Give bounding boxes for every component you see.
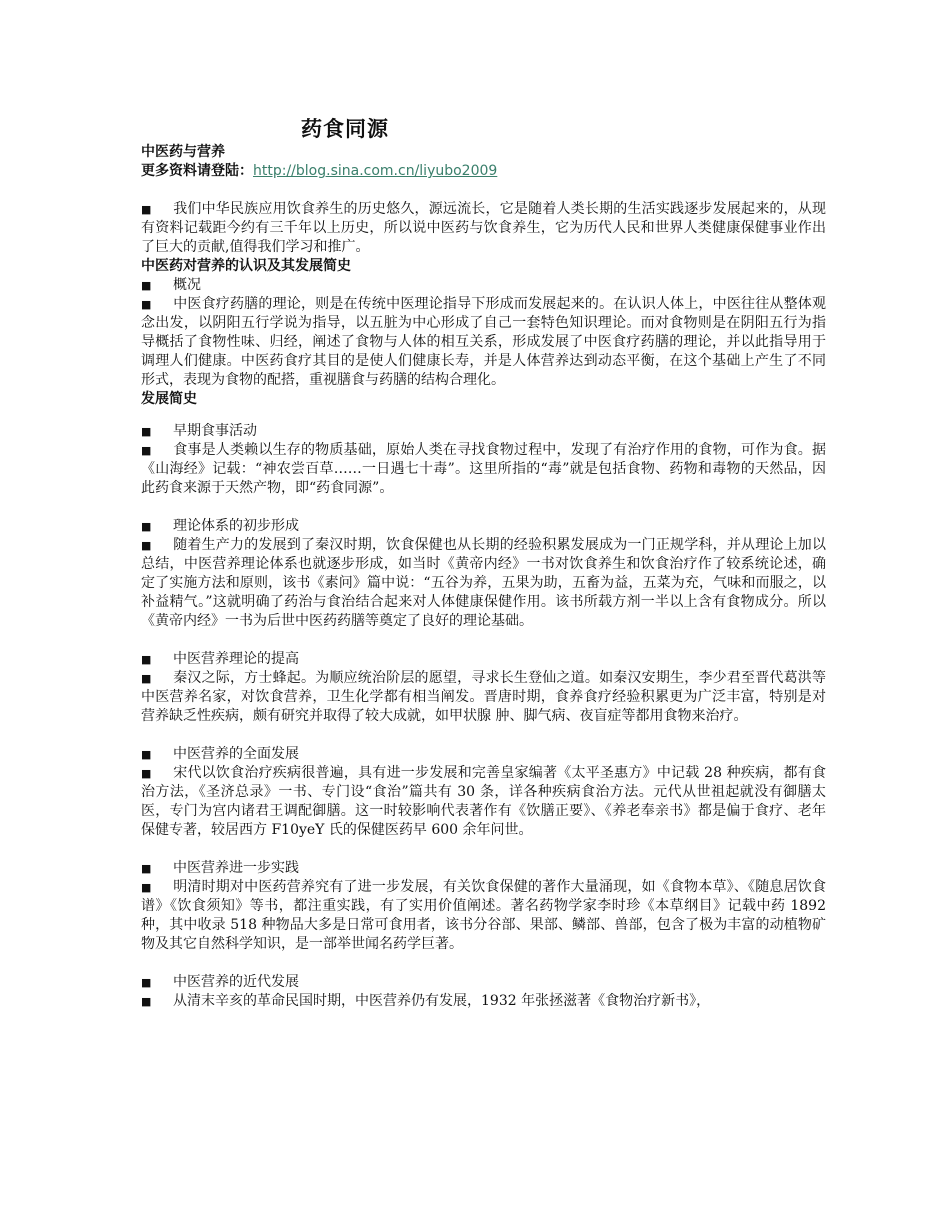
stage-heading xyxy=(141,422,826,441)
stage-text: 随着生产力的发展到了秦汉时期，饮食保健也从长期的经验积累发展成为一门正规学科，并从理论上加以总结，中医营养理论体系也就逐步形成，如当时《黄帝内经》一书对饮食养生和饮食治疗作了较系统论述，确定了实施方法和原则，该书《素问》篇中说：“五谷为养，五果为助，五畜为益，五菜为充，气味和而服之，以补益精气。”这就明确了药治与食治结合起来对人体健康保健作用。该书所载方剂一半以上含有食物成分。所以《黄帝内经》一书为后世中医药药膳等奠定了良好的理论基础。 xyxy=(141,537,826,629)
stage-heading xyxy=(141,517,826,536)
stage-heading xyxy=(141,650,826,669)
stage-heading xyxy=(141,745,826,764)
stage-text: 明清时期对中医药营养究有了进一步发展，有关饮食保健的著作大量涌现，如《食物本草》、《随息居饮食谱》《饮食须知》等书，都注重实践，有了实用价值阐述。著名药物学家李时珍《本草纲目》记载中药 1892 种，其中收录 518 种物品大多是日常可食用者，该书分谷部、果部、鳞部、兽部，包含了极为丰富的动植物矿物及其它自然科学知识，是一部举世闻名药学巨著。 xyxy=(141,879,826,952)
stage-text: 从清末辛亥的革命民国时期，中医营养仍有发展，1932 年张拯滋著《食物治疗新书》， xyxy=(173,993,711,1009)
stage-title: 中医营养的全面发展 xyxy=(173,746,299,762)
bullet-icon: ■ xyxy=(141,767,152,780)
stage-title: 中医营养进一步实践 xyxy=(173,860,299,876)
bullet-icon: ■ xyxy=(141,520,152,533)
stage-text: 秦汉之际，方士蜂起。为顺应统治阶层的愿望，寻求长生登仙之道。如秦汉安期生，李少君至晋代葛洪等中医营养名家，对饮食营养，卫生化学都有相当阐发。晋唐时期，食养食疗经验积累更为广泛丰富，特别是对营养缺乏性疾病，颇有研究并取得了较大成就，如甲状腺 肿、脚气病、夜盲症等都用食物来治疗。 xyxy=(141,670,826,724)
bullet-icon: ■ xyxy=(141,444,152,457)
section-heading-history: 中医药对营养的认识及其发展简史 xyxy=(141,258,351,274)
stage-title: 理论体系的初步形成 xyxy=(173,518,299,534)
stage-heading xyxy=(141,973,826,992)
overview-text: 中医食疗药膳的理论，则是在传统中医理论指导下形成而发展起来的。在认识人体上，中医往往从整体观念出发，以阴阳五行学说为指导，以五脏为中心形成了自己一套特色知识理论。而对食物则是在阴阳五行为指导概括了食物性味、归经，阐述了食物与人体的相互关系，形成发展了中医食疗药膳的理论，并以此指导用于调理人们健康。中医药食疗其目的是使人们健康长寿，并是人体营养达到动态平衡，在这个基础上产生了不同形式，表现为食物的配搭，重视膳食与药膳的结构合理化。 xyxy=(141,296,826,388)
bullet-icon: ■ xyxy=(141,425,152,438)
stage-title: 早期食事活动 xyxy=(173,423,257,439)
stage-heading xyxy=(141,859,826,878)
subtitle: 中医药与营养 xyxy=(141,144,225,160)
intro-paragraph xyxy=(141,200,826,257)
bullet-icon: ■ xyxy=(141,995,152,1008)
bullet-icon: ■ xyxy=(141,976,152,989)
stage-paragraph xyxy=(141,878,826,954)
stage-paragraph xyxy=(141,536,826,631)
intro-text: 我们中华民族应用饮食养生的历史悠久，源远流长，它是随着人类长期的生活实践逐步发展起来的，从现有资料记载距今约有三千年以上历史，所以说中医药与饮食养生，它为历代人民和世界人类健康保健事业作出了巨大的贡献,值得我们学习和推广。 xyxy=(141,201,826,255)
bullet-icon: ■ xyxy=(141,881,152,894)
bullet-icon: ■ xyxy=(141,279,152,292)
overview-label: 概况 xyxy=(173,277,201,293)
overview-paragraph xyxy=(141,295,826,390)
bullet-icon: ■ xyxy=(141,539,152,552)
overview-heading xyxy=(141,276,826,295)
stage-text: 宋代以饮食治疗疾病很普遍，具有进一步发展和完善皇家编著《太平圣惠方》中记载 28 种疾病，都有食治方法，《圣济总录》一书、专门设“食治”篇共有 30 条，详各种疾病食治方法。元代从世祖起就没有御膳太医，专门为宫内诸君王调配御膳。这一时较影响代表著作有《饮膳正要》、《养老奉亲书》都是偏于食疗、老年保健专著，较居西方 F10yeY 氏的保健医药早 600 余年问世。 xyxy=(141,765,826,838)
bullet-icon: ■ xyxy=(141,862,152,875)
stage-title: 中医营养理论的提高 xyxy=(173,651,299,667)
bullet-icon: ■ xyxy=(141,672,152,685)
stage-text: 食事是人类赖以生存的物质基础，原始人类在寻找食物过程中，发现了有治疗作用的食物，可作为食。据《山海经》记载：“神农尝百草……一日遇七十毒”。这里所指的“毒”就是包括食物、药物和毒物的天然品，因此药食来源于天然产物，即“药食同源”。 xyxy=(141,442,826,496)
more-info-line xyxy=(141,162,826,181)
document-body xyxy=(141,143,826,1011)
more-info-label: 更多资料请登陆： xyxy=(141,163,253,179)
bullet-icon: ■ xyxy=(141,203,152,216)
stage-paragraph xyxy=(141,441,826,498)
blog-link[interactable]: http://blog.sina.com.cn/liyubo2009 xyxy=(253,163,498,179)
stage-paragraph xyxy=(141,669,826,726)
document-title: 药食同源 xyxy=(301,117,389,141)
bullet-icon: ■ xyxy=(141,298,152,311)
bullet-icon: ■ xyxy=(141,653,152,666)
stage-paragraph xyxy=(141,764,826,840)
stage-paragraph xyxy=(141,992,826,1011)
bullet-icon: ■ xyxy=(141,748,152,761)
stage-title: 中医营养的近代发展 xyxy=(173,974,299,990)
section-heading-development: 发展简史 xyxy=(141,391,197,407)
